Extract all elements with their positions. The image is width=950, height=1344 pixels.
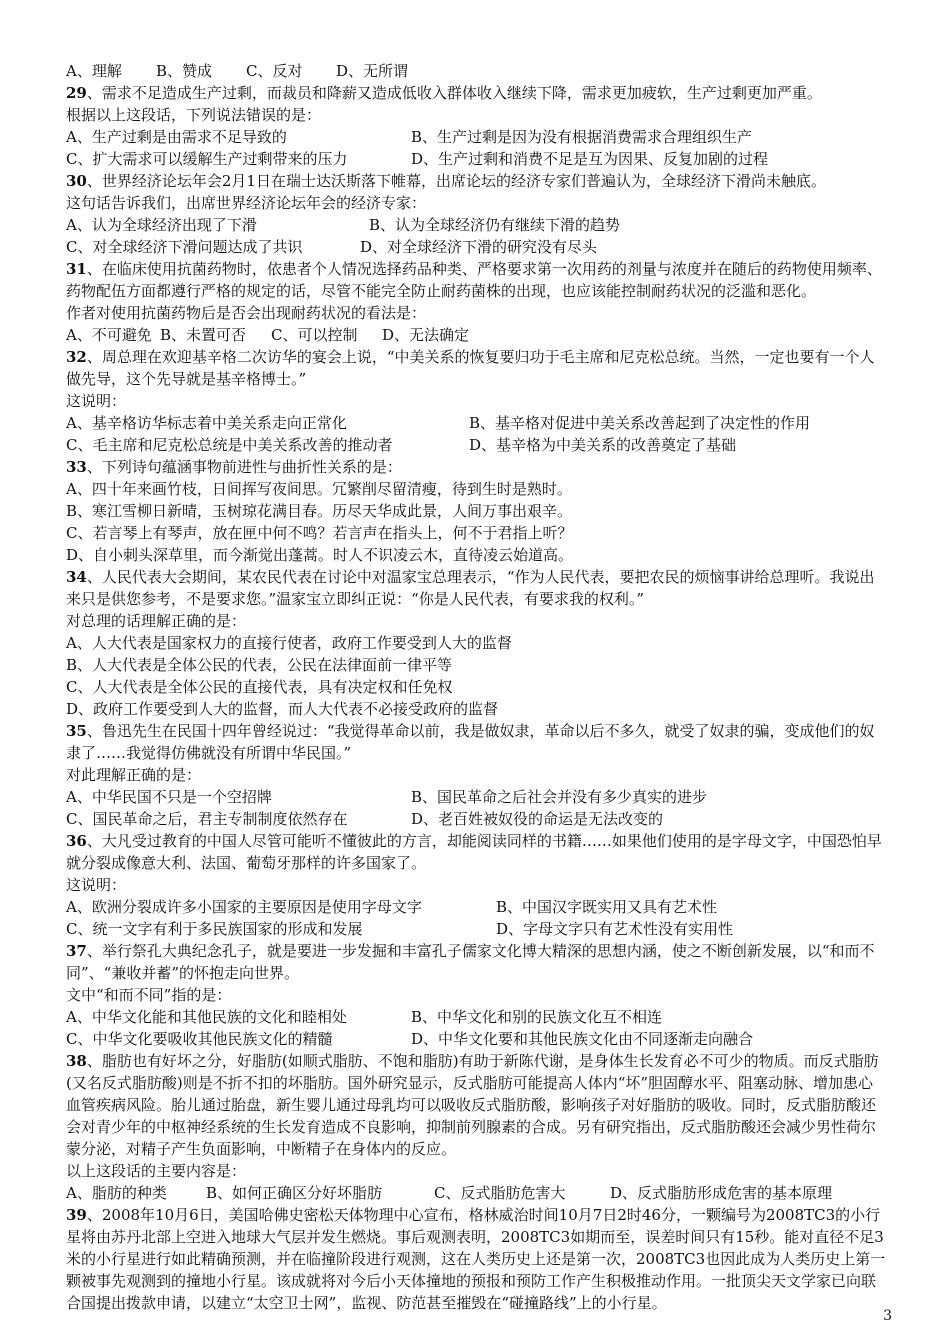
question-38 — [66, 1050, 886, 1204]
option-c: C、人大代表是全体公民的直接代表，具有决定权和任免权 — [66, 678, 453, 696]
option-b: B、未置可否 — [160, 326, 247, 344]
question-prompt: 这说明： — [66, 876, 127, 894]
question-35 — [66, 720, 886, 830]
question-text: 、鲁迅先生在民国十四年曾经说过：“我觉得革命以前，我是做奴隶，革命以后不多久，就受了奴隶的骗，变成他们的奴隶了……我觉得仿佛就没有所谓中华民国。” — [66, 722, 875, 762]
option-b: B、如何正确区分好坏脂肪 — [206, 1184, 383, 1202]
options-row — [66, 434, 886, 456]
option-b: B、寒江雪柳日新晴，玉树琼花满目春。历尽天华成此景，人间万事出艰辛。 — [66, 502, 573, 520]
option-b: B、基辛格对促进中美关系改善起到了决定性的作用 — [469, 414, 811, 432]
question-text: 、举行祭孔大典纪念孔子，就是要进一步发掘和丰富孔子儒家文化博大精深的思想内涵，使之不断创新发展，以“和而不同”、“兼收并蓄”的怀抱走向世界。 — [66, 942, 875, 982]
option-c: C、中华文化要吸收其他民族文化的精髓 — [66, 1030, 333, 1048]
question-29 — [66, 82, 886, 170]
option-c: C、可以控制 — [271, 326, 358, 344]
option-a: A、四十年来画竹枝，日间挥写夜间思。冗繁削尽留清瘦，待到生时是熟时。 — [66, 480, 572, 498]
question-text: 、下列诗句蕴涵事物前进性与曲折性关系的是： — [86, 458, 402, 476]
question-31 — [66, 258, 886, 346]
option-d: D、老百姓被奴役的命运是无法改变的 — [411, 810, 664, 828]
option-c: C、毛主席和尼克松总统是中美关系改善的推动者 — [66, 436, 393, 454]
option-a: A、认为全球经济出现了下滑 — [66, 216, 257, 234]
question-stem — [66, 1050, 886, 1160]
option-c: C、统一文字有利于多民族国家的形成和发展 — [66, 920, 363, 938]
question-text: 、人民代表大会期间，某农民代表在讨论中对温家宝总理表示，“作为人民代表，要把农民的烦恼事讲给总理听。我说出来只是供您参考，不是要求您。”温家宝立即纠正说：“你是人民代表，有要求我的权利。” — [66, 568, 875, 608]
question-stem — [66, 82, 886, 104]
page-number: 3 — [883, 1308, 892, 1324]
question-number: 29 — [66, 84, 87, 102]
option-b: B、赞成 — [156, 62, 213, 80]
question-number: 30 — [66, 172, 87, 190]
option-b: B、中华文化和别的民族文化互不相连 — [411, 1008, 663, 1026]
question-prompt: 对此理解正确的是： — [66, 766, 202, 784]
question-prompt: 文中“和而不同”指的是： — [66, 986, 232, 1004]
question-stem — [66, 940, 886, 984]
question-prompt: 这句话告诉我们，出席世界经济论坛年会的经济专家： — [66, 194, 427, 212]
question-prompt: 以上这段话的主要内容是： — [66, 1162, 247, 1180]
option-c: C、扩大需求可以缓解生产过剩带来的压力 — [66, 150, 348, 168]
question-36 — [66, 830, 886, 940]
question-text: 、周总理在欢迎基辛格二次访华的宴会上说，“中美关系的恢复要归功于毛主席和尼克松总统。当然，一定也要有一个人做先导，这个先导就是基辛格博士。” — [66, 348, 875, 388]
question-stem — [66, 258, 886, 302]
option-d: D、政府工作要受到人大的监督，而人大代表不必接受政府的监督 — [66, 700, 499, 718]
options-row — [66, 236, 886, 258]
option-c: C、反式脂肪危害大 — [434, 1184, 566, 1202]
question-stem — [66, 1204, 886, 1314]
options-row — [66, 918, 886, 940]
question-stem — [66, 830, 886, 874]
question-33 — [66, 456, 886, 566]
question-number: 33 — [66, 458, 87, 476]
option-b: B、中国汉字既实用又具有艺术性 — [496, 898, 718, 916]
option-d: D、生产过剩和消费不足是互为因果、反复加剧的过程 — [411, 150, 769, 168]
option-a: A、中华民国不只是一个空招牌 — [66, 788, 272, 806]
option-a: A、基辛格访华标志着中美关系走向正常化 — [66, 414, 347, 432]
option-a: A、欧洲分裂成许多小国家的主要原因是使用字母文字 — [66, 898, 422, 916]
option-b: B、生产过剩是因为没有根据消费需求合理组织生产 — [411, 128, 753, 146]
question-number: 31 — [66, 260, 87, 278]
question-number: 38 — [66, 1052, 87, 1070]
question-stem — [66, 170, 886, 192]
question-text: 、大凡受过教育的中国人尽管可能听不懂彼此的方言，却能阅读同样的书籍……如果他们使用的是字母文字，中国恐怕早就分裂成像意大利、法国、葡萄牙那样的许多国家了。 — [66, 832, 882, 872]
question-text: 、需求不足造成生产过剩，而裁员和降薪又造成低收入群体收入继续下降，需求更加疲软，生产过剩更加严重。 — [86, 84, 822, 102]
options-row — [66, 214, 886, 236]
option-d: D、无法确定 — [382, 326, 470, 344]
question-text: 、在临床使用抗菌药物时，依患者个人情况选择药品种类、严格要求第一次用药的剂量与浓度并在随后的药物使用频率、药物配伍方面都遵行严格的规定的话，尽管不能完全防止耐药菌株的出现，也应该能控制耐药状况的泛滥和恶化。 — [66, 260, 882, 300]
option-a: A、人大代表是国家权力的直接行使者，政府工作要受到人大的监督 — [66, 634, 512, 652]
option-d: D、中华文化要和其他民族文化由不同逐渐走向融合 — [411, 1030, 754, 1048]
options-row — [66, 324, 886, 346]
document-page — [66, 60, 886, 1314]
option-a: A、生产过剩是由需求不足导致的 — [66, 128, 287, 146]
options-row — [66, 1182, 886, 1204]
question-32 — [66, 346, 886, 456]
option-c: C、国民革命之后，君主专制制度依然存在 — [66, 810, 348, 828]
option-d: D、无所谓 — [336, 62, 409, 80]
option-b: B、认为全球经济仍有继续下滑的趋势 — [369, 216, 621, 234]
option-d: D、自小刺头深草里，而今渐觉出蓬蒿。时人不识凌云木，直待凌云始道高。 — [66, 546, 574, 564]
question-stem — [66, 566, 886, 610]
option-d: D、反式脂肪形成危害的基本原理 — [610, 1184, 833, 1202]
previous-question-options — [66, 60, 886, 82]
question-text: 、脂肪也有好坏之分，好脂肪(如顺式脂肪、不饱和脂肪)有助于新陈代谢，是身体生长发育必不可少的物质。而反式脂肪(又名反式脂肪酸)则是不折不扣的坏脂肪。国外研究显示，反式脂肪可能提高人体内“坏”胆固醇水平、阻塞动脉、增加患心血管疾病风险。胎儿通过胎盘，新生婴儿通过母乳均可以吸收反式脂肪酸，影响孩子对好脂肪的吸收。同时，反式脂肪酸还会对青少年的中枢神经系统的生长发育造成不良影响，抑制前列腺素的合成。另有研究指出，反式脂肪酸还会减少男性荷尔蒙分泌，对精子产生负面影响，中断精子在身体内的反应。 — [66, 1052, 879, 1158]
options-row — [66, 808, 886, 830]
question-stem — [66, 456, 886, 478]
question-text: 、2008年10月6日，美国哈佛史密松天体物理中心宣布，格林威治时间10月7日2时46分，一颗编号为2008TC3的小行星将由苏丹北部上空进入地球大气层并发生燃烧。事后观测表明，2008TC3如期而至，误差时间只有15秒。能对直径不足3米的小行星进行如此精确预测，并在临撞阶段进行观测，这在人类历史上还是第一次，2008TC3也因此成为人类历史上第一颗被事先观测到的撞地小行星。该成就将对今后小天体撞地的预报和预防工作产生积极推动作用。一批顶尖天文学家已向联合国提出拨款申请，以建立“太空卫士网”，监视、防范甚至摧毁在“碰撞路线”上的小行星。 — [66, 1206, 886, 1312]
question-number: 32 — [66, 348, 87, 366]
question-number: 34 — [66, 568, 87, 586]
question-number: 37 — [66, 942, 87, 960]
option-b: B、国民革命之后社会并没有多少真实的进步 — [411, 788, 708, 806]
options-row — [66, 148, 886, 170]
question-37 — [66, 940, 886, 1050]
option-a: A、中华文化能和其他民族的文化和睦相处 — [66, 1008, 347, 1026]
question-prompt: 对总理的话理解正确的是： — [66, 612, 247, 630]
question-text: 、世界经济论坛年会2月1日在瑞士达沃斯落下帷幕，出席论坛的经济专家们普遍认为，全球经济下滑尚未触底。 — [86, 172, 826, 190]
question-prompt: 作者对使用抗菌药物后是否会出现耐药状况的看法是： — [66, 304, 427, 322]
options-row — [66, 896, 886, 918]
options-row — [66, 412, 886, 434]
question-number: 35 — [66, 722, 87, 740]
option-a: A、不可避免 — [66, 326, 152, 344]
option-a: A、理解 — [66, 62, 122, 80]
question-number: 36 — [66, 832, 87, 850]
options-row — [66, 126, 886, 148]
question-34 — [66, 566, 886, 720]
options-row — [66, 786, 886, 808]
question-stem — [66, 346, 886, 390]
question-number: 39 — [66, 1206, 87, 1224]
question-stem — [66, 720, 886, 764]
options-row — [66, 1006, 886, 1028]
question-30 — [66, 170, 886, 258]
option-d: D、字母文字只有艺术性没有实用性 — [496, 920, 734, 938]
option-c: C、若言琴上有琴声，放在匣中何不鸣？若言声在指头上，何不于君指上听？ — [66, 524, 573, 542]
option-c: C、对全球经济下滑问题达成了共识 — [66, 238, 303, 256]
question-prompt: 这说明： — [66, 392, 127, 410]
option-d: D、对全球经济下滑的研究没有尽头 — [360, 238, 598, 256]
option-d: D、基辛格为中美关系的改善奠定了基础 — [469, 436, 737, 454]
question-39 — [66, 1204, 886, 1314]
question-prompt: 根据以上这段话，下列说法错误的是： — [66, 106, 322, 124]
option-b: B、人大代表是全体公民的代表，公民在法律面前一律平等 — [66, 656, 453, 674]
option-a: A、脂肪的种类 — [66, 1184, 167, 1202]
options-row — [66, 1028, 886, 1050]
option-c: C、反对 — [246, 62, 303, 80]
